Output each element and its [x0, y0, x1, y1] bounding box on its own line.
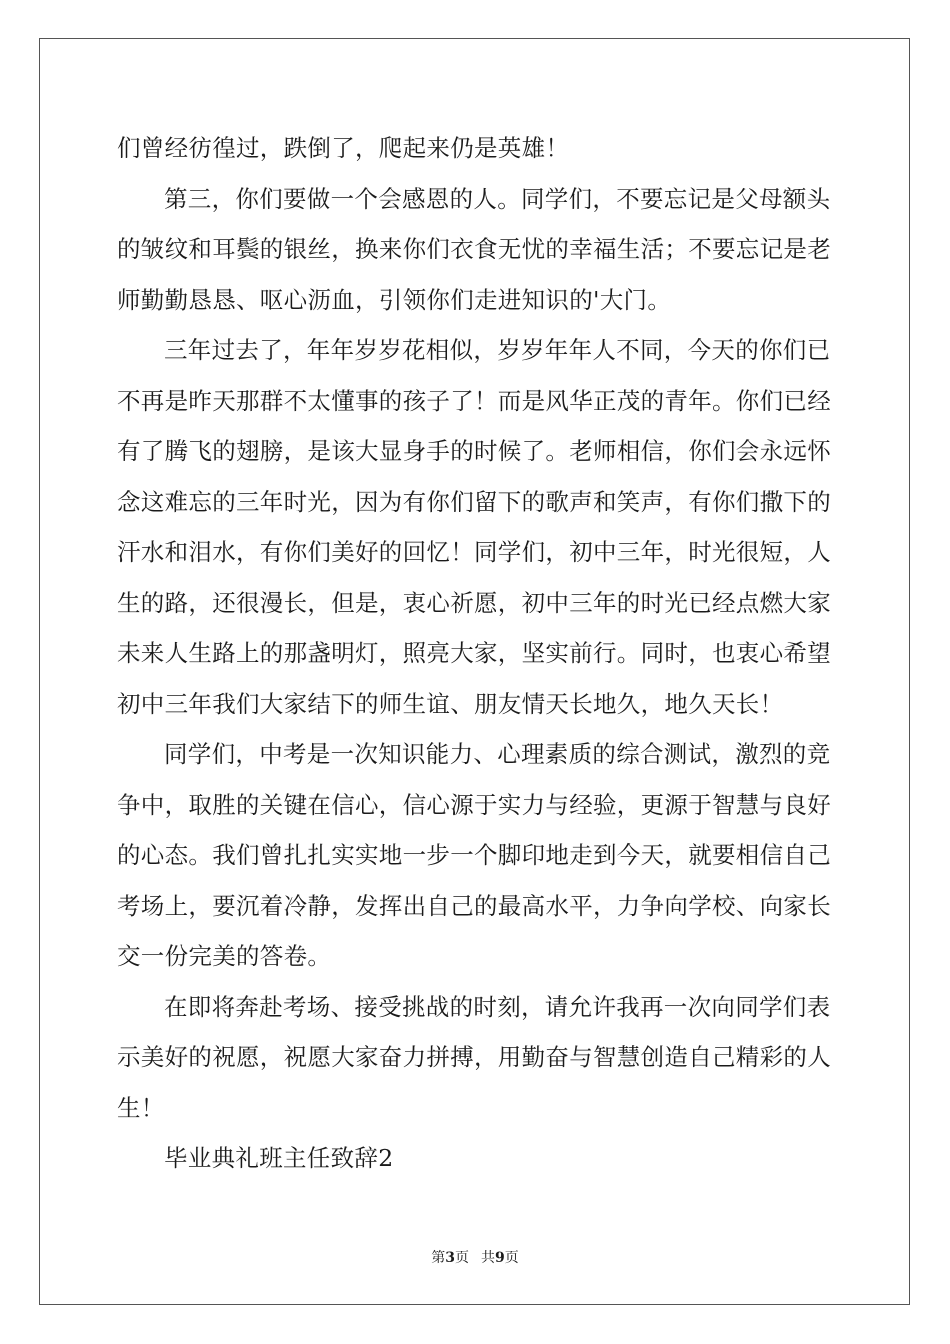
text-line: 同学们，中考是一次知识能力、心理素质的综合测试，激烈的竞	[164, 740, 831, 768]
total-label-suffix: 页	[504, 1250, 519, 1266]
text-line: 考场上，要沉着冷静，发挥出自己的最高水平，力争向学校、向家长	[117, 892, 831, 920]
text-line: 第三，你们要做一个会感恩的人。同学们，不要忘记是父母额头	[164, 185, 831, 213]
text-line: 们曾经彷徨过，跌倒了，爬起来仍是英雄！	[117, 134, 570, 162]
page-footer	[0, 1249, 950, 1267]
text-line: 交一份完美的答卷。	[117, 942, 332, 970]
total-page-number: 9	[495, 1250, 505, 1266]
text-line: 初中三年我们大家结下的师生谊、朋友情天长地久，地久天长！	[117, 690, 784, 718]
text-line: 生！	[117, 1094, 165, 1122]
page-label-suffix: 页	[455, 1250, 469, 1266]
text-line: 的皱纹和耳鬓的银丝，换来你们衣食无忧的幸福生活；不要忘记是老	[117, 235, 831, 263]
page-border	[39, 38, 910, 1305]
text-line: 汗水和泪水，有你们美好的回忆！同学们，初中三年，时光很短，人	[117, 538, 831, 566]
text-line: 示美好的祝愿，祝愿大家奋力拼搏，用勤奋与智慧创造自己精彩的人	[117, 1043, 831, 1071]
text-line: 的心态。我们曾扎扎实实地一步一个脚印地走到今天，就要相信自己	[117, 841, 831, 869]
text-line: 三年过去了，年年岁岁花相似，岁岁年年人不同，今天的你们已	[164, 336, 831, 364]
total-label-prefix: 共	[481, 1250, 495, 1266]
text-line: 在即将奔赴考场、接受挑战的时刻，请允许我再一次向同学们表	[164, 993, 831, 1021]
text-line: 生的路，还很漫长，但是，衷心祈愿，初中三年的时光已经点燃大家	[117, 589, 831, 617]
section-heading: 毕业典礼班主任致辞2	[164, 1144, 394, 1172]
text-line: 念这难忘的三年时光，因为有你们留下的歌声和笑声，有你们撒下的	[117, 488, 831, 516]
current-page-number: 3	[445, 1250, 455, 1266]
text-line: 未来人生路上的那盏明灯，照亮大家，坚实前行。同时，也衷心希望	[117, 639, 831, 667]
text-line: 师勤勤恳恳、呕心沥血，引领你们走进知识的'大门。	[117, 286, 672, 314]
page-label-prefix: 第	[431, 1250, 446, 1266]
text-line: 争中，取胜的关键在信心，信心源于实力与经验，更源于智慧与良好	[117, 791, 831, 819]
text-line: 不再是昨天那群不太懂事的孩子了！而是风华正茂的青年。你们已经	[117, 387, 831, 415]
text-line: 有了腾飞的翅膀，是该大显身手的时候了。老师相信，你们会永远怀	[117, 437, 831, 465]
